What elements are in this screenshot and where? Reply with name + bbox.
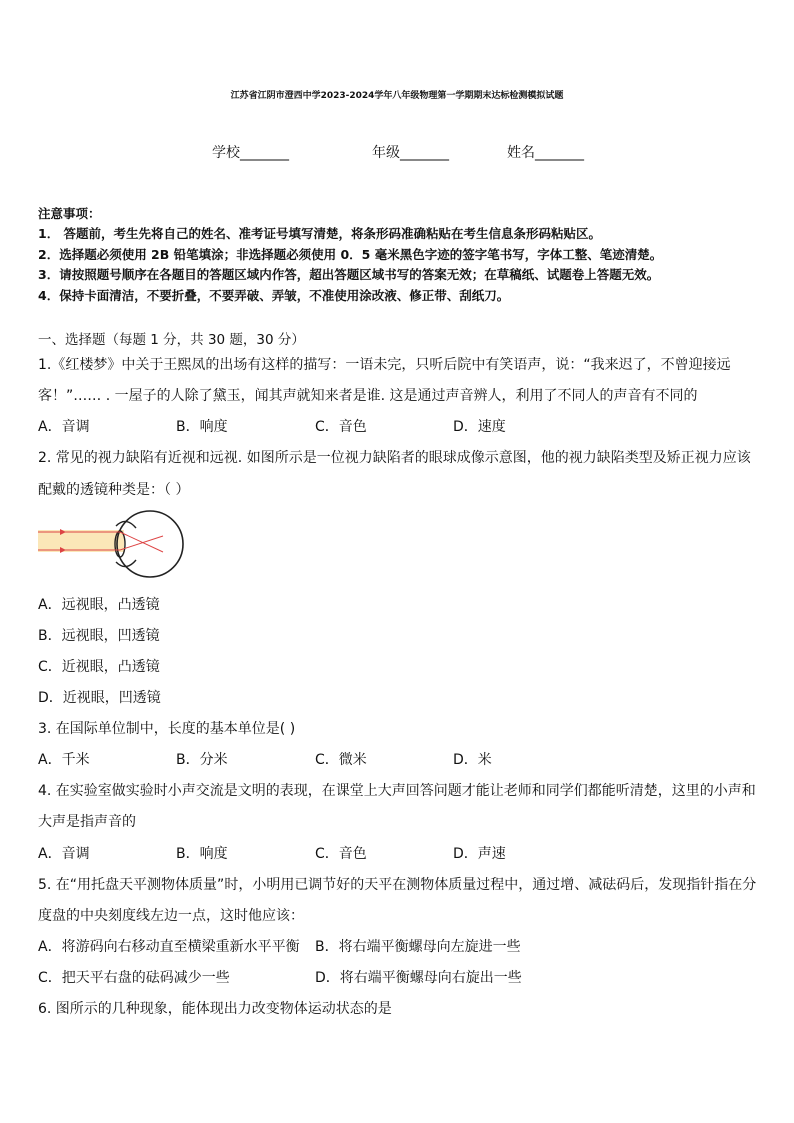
question-5-line-1: 5. 在“用托盘天平测物体质量”时，小明用已调节好的天平在测物体质量过程中，通过增、减砝码后，发现指针指在分 — [38, 877, 757, 893]
name-field: 姓名_______ — [507, 145, 584, 161]
q3-option-a: A．千米 — [38, 752, 90, 768]
q1-option-c: C．音色 — [315, 419, 367, 435]
q3-option-c: C．微米 — [315, 752, 367, 768]
ray-converge-bottom — [120, 536, 163, 550]
question-1-line-1: 1.《红楼梦》中关于王熙凤的出场有这样的描写：一语未完，只听后院中有笑语声，说：“我来迟了，不曾迎接远 — [38, 357, 731, 373]
question-6-line-1: 6. 图所示的几种现象，能体现出力改变物体运动状态的是 — [38, 1001, 392, 1017]
q1-option-b: B．响度 — [176, 419, 228, 435]
light-beam — [38, 530, 124, 552]
question-1-line-2: 客！”…… . 一屋子的人除了黛玉，闻其声就知来者是谁. 这是通过声音辨人，利用了不同人的声音有不同的 — [38, 388, 698, 404]
q5-option-b: B．将右端平衡螺母向左旋进一些 — [315, 939, 521, 955]
notice-heading: 注意事项： — [38, 206, 101, 221]
eye-diagram — [38, 508, 188, 580]
q4-option-a: A．音调 — [38, 846, 90, 862]
q1-option-a: A．音调 — [38, 419, 90, 435]
question-3-line-1: 3. 在国际单位制中，长度的基本单位是( ) — [38, 721, 296, 737]
notice-item: 3．请按照题号顺序在各题目的答题区域内作答，超出答题区域书写的答案无效；在草稿纸、试题卷上答题无效。 — [38, 267, 660, 282]
q2-option-a: A．远视眼，凸透镜 — [38, 597, 160, 613]
eyeball-outline — [117, 511, 183, 577]
notice-item: 4．保持卡面清洁，不要折叠，不要弄破、弄皱，不准使用涂改液、修正带、刮纸刀。 — [38, 288, 510, 303]
q4-option-b: B．响度 — [176, 846, 228, 862]
q1-option-d: D．速度 — [453, 419, 506, 435]
q3-option-b: B．分米 — [176, 752, 228, 768]
question-2-line-1: 2. 常见的视力缺陷有近视和远视. 如图所示是一位视力缺陷者的眼球成像示意图，他的视力缺陷类型及矫正视力应该 — [38, 450, 751, 466]
q3-option-d: D．米 — [453, 752, 492, 768]
q4-option-c: C．音色 — [315, 846, 367, 862]
question-5-line-2: 度盘的中央刻度线左边一点，这时他应该： — [38, 908, 304, 924]
q2-option-d: D．近视眼，凹透镜 — [38, 690, 161, 706]
q5-option-d: D．将右端平衡螺母向右旋出一些 — [315, 970, 522, 986]
exam-title: 江苏省江阴市澄西中学2023-2024学年八年级物理第一学期期末达标检测模拟试题 — [230, 91, 564, 101]
q4-option-d: D．声速 — [453, 846, 506, 862]
ray-converge-top — [120, 532, 163, 552]
q2-option-b: B．远视眼，凹透镜 — [38, 628, 160, 644]
notice-item: 1． 答题前，考生先将自己的姓名、准考证号填写清楚，将条形码准确粘贴在考生信息条形码粘贴区。 — [38, 226, 602, 241]
grade-field: 年级_______ — [372, 145, 449, 161]
question-2-line-2: 配戴的透镜种类是：（ ） — [38, 482, 190, 498]
q5-option-c: C．把天平右盘的砝码减少一些 — [38, 970, 230, 986]
section-heading: 一、选择题（每题 1 分，共 30 题，30 分） — [38, 332, 305, 348]
school-field: 学校_______ — [212, 145, 289, 161]
q5-option-a: A．将游码向右移动直至横梁重新水平平衡 — [38, 939, 300, 955]
question-4-line-2: 大声是指声音的 — [38, 814, 136, 830]
question-4-line-1: 4. 在实验室做实验时小声交流是文明的表现，在课堂上大声回答问题才能让老师和同学们都能听清楚，这里的小声和 — [38, 783, 756, 799]
notice-item: 2．选择题必须使用 2B 铅笔填涂；非选择题必须使用 0．5 毫米黑色字迹的签字笔书写，字体工整、笔迹清楚。 — [38, 247, 663, 262]
q2-option-c: C．近视眼，凸透镜 — [38, 659, 160, 675]
